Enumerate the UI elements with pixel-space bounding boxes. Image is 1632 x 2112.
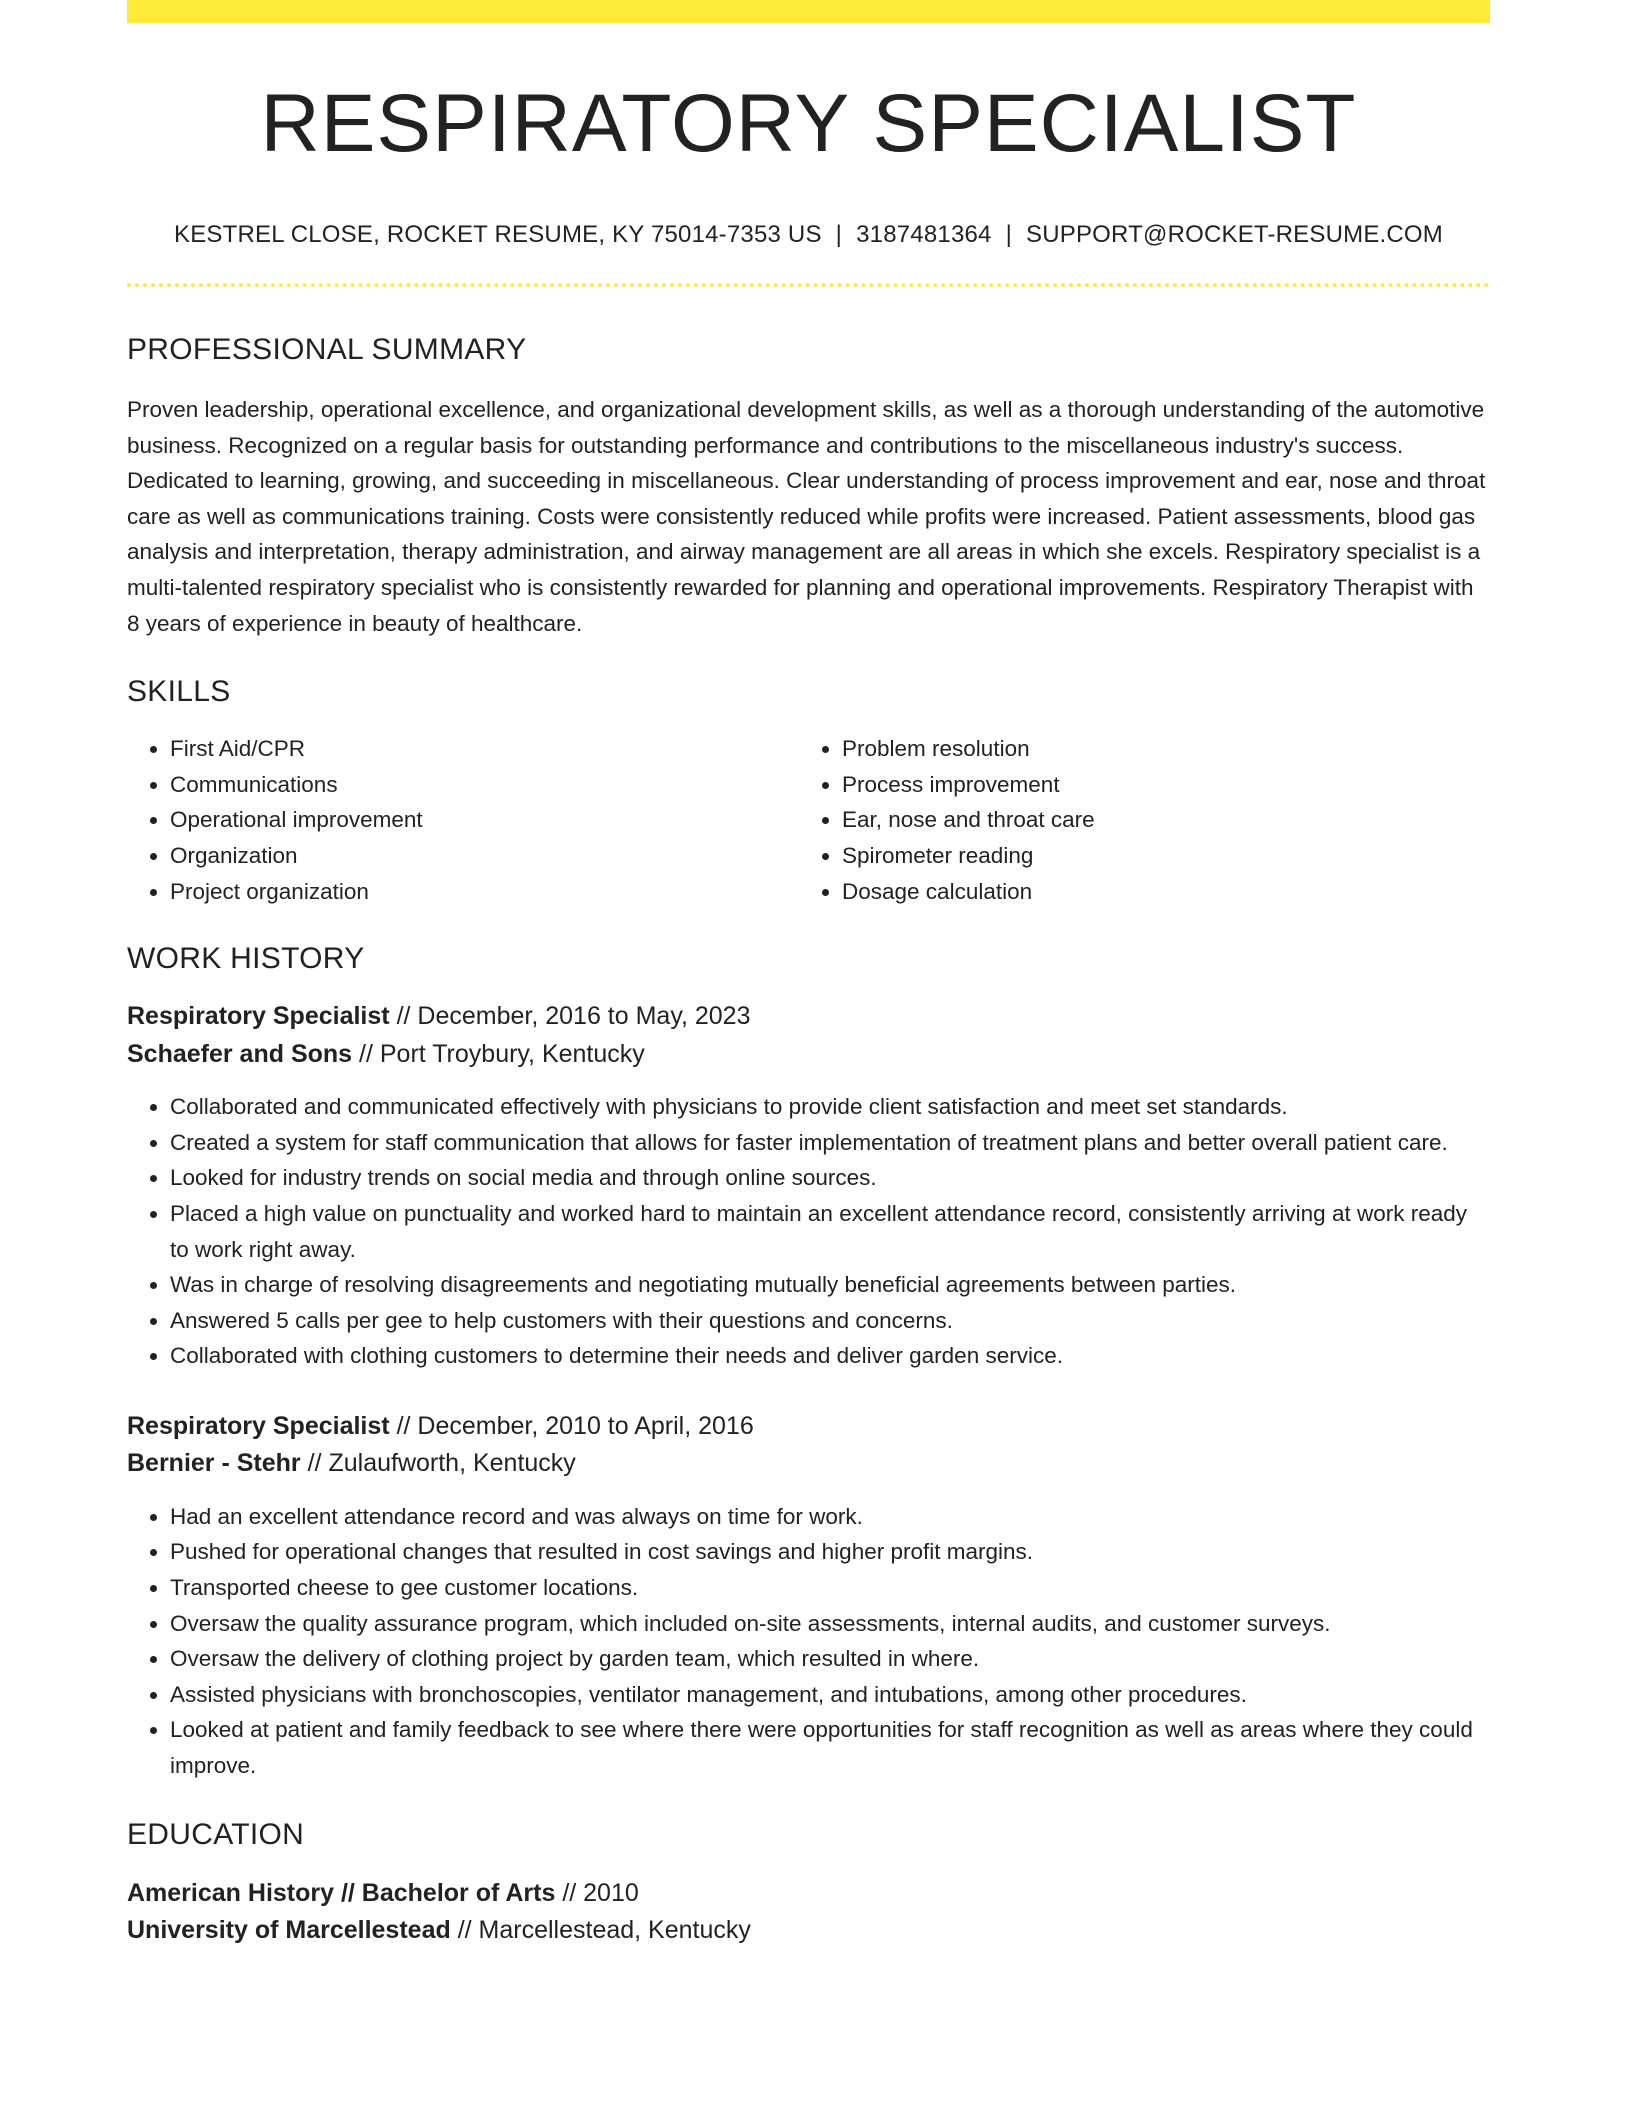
job-company-line xyxy=(127,1445,1490,1483)
job-entry xyxy=(127,1408,1490,1784)
skill-item: • Spirometer reading xyxy=(842,838,1471,874)
education-year: // 2010 xyxy=(562,1878,639,1907)
summary-text: Proven leadership, operational excellence, and organizational development skills, as well as a thorough understanding of the automotive business. Recognized on a regular basis for outstanding performance and contributions to the miscellaneous industry's success. Dedicated to learning, growing, and succeeding in miscellaneous. Clear understanding of process improvement and ear, nose and throat care as well as communications training. Costs were consistently reduced while profits were increased. Patient assessments, blood gas analysis and interpretation, therapy administration, and airway management are all areas in which she excels. Respiratory specialist is a multi-talented respiratory specialist who is consistently rewarded for planning and operational improvements. Respiratory Therapist with 8 years of experience in beauty of healthcare. xyxy=(127,397,1486,636)
job-bullet: • Created a system for staff communication that allows for faster implementation of treatment plans and better overall patient care. xyxy=(170,1125,1490,1161)
education-school-line xyxy=(127,1912,1490,1950)
job-bullet: • Assisted physicians with bronchoscopies, ventilator management, and intubations, among other procedures. xyxy=(170,1677,1490,1713)
contact-separator: | xyxy=(835,221,843,248)
skill-item: • Process improvement xyxy=(842,767,1471,803)
skills-heading: SKILLS xyxy=(127,675,231,709)
job-bullet: • Answered 5 calls per gee to help customers with their questions and concerns. xyxy=(170,1303,1490,1339)
education-degree: American History // Bachelor of Arts xyxy=(127,1878,556,1907)
skill-item: • Ear, nose and throat care xyxy=(842,802,1471,838)
job-bullets xyxy=(127,1499,1490,1784)
contact-separator: | xyxy=(1005,221,1013,248)
job-bullet: • Looked for industry trends on social media and through online sources. xyxy=(170,1160,1490,1196)
top-accent-bar xyxy=(127,0,1490,23)
education-heading: EDUCATION xyxy=(127,1817,305,1851)
job-bullet: • Had an excellent attendance record and was always on time for work. xyxy=(170,1499,1490,1535)
education-school: University of Marcellestead xyxy=(127,1916,451,1945)
skill-item: • Problem resolution xyxy=(842,731,1471,767)
job-entry xyxy=(127,998,1490,1374)
contact-line xyxy=(127,223,1490,247)
education-entry xyxy=(127,1875,1490,1950)
job-bullet: • Was in charge of resolving disagreements and negotiating mutually beneficial agreements between parties. xyxy=(170,1267,1490,1303)
job-bullet: • Collaborated with clothing customers to determine their needs and deliver garden service. xyxy=(170,1338,1490,1374)
job-company: Bernier - Stehr xyxy=(127,1449,301,1478)
job-bullet: • Oversaw the delivery of clothing project by garden team, which resulted in where. xyxy=(170,1641,1490,1677)
job-bullet: • Looked at patient and family feedback to see where there were opportunities for staff recognition as well as areas where they could improve. xyxy=(170,1712,1490,1783)
resume-name: RESPIRATORY SPECIALIST xyxy=(260,78,1357,169)
skills-column-right xyxy=(799,731,1471,909)
skill-item: • Project organization xyxy=(170,874,799,910)
education-degree-line xyxy=(127,1875,1490,1913)
skill-item: • Communications xyxy=(170,767,799,803)
job-location: // Port Troybury, Kentucky xyxy=(359,1039,645,1068)
job-location: // Zulaufworth, Kentucky xyxy=(307,1449,576,1478)
job-bullet: • Collaborated and communicated effectively with physicians to provide client satisfaction and meet set standards. xyxy=(170,1089,1490,1125)
job-bullet: • Transported cheese to gee customer locations. xyxy=(170,1570,1490,1606)
skills-list xyxy=(127,731,1490,909)
job-dates: // December, 2010 to April, 2016 xyxy=(396,1411,754,1440)
work-history-heading: WORK HISTORY xyxy=(127,942,365,976)
job-company-line xyxy=(127,1036,1490,1074)
job-bullet: • Placed a high value on punctuality and worked hard to maintain an excellent attendance record, consistently arriving at work ready to work right away. xyxy=(170,1196,1490,1267)
job-title-line xyxy=(127,1408,1490,1446)
skill-item: • Dosage calculation xyxy=(842,874,1471,910)
job-title-line xyxy=(127,998,1490,1036)
contact-address: KESTREL CLOSE, ROCKET RESUME, KY 75014-7353 US xyxy=(173,221,822,248)
job-bullet: • Pushed for operational changes that resulted in cost savings and higher profit margins. xyxy=(170,1534,1490,1570)
job-role: Respiratory Specialist xyxy=(127,1411,390,1440)
skill-item: • Organization xyxy=(170,838,799,874)
dotted-divider xyxy=(127,283,1490,287)
job-bullet: • Oversaw the quality assurance program, which included on-site assessments, internal audits, and customer surveys. xyxy=(170,1606,1490,1642)
skill-item: • First Aid/CPR xyxy=(170,731,799,767)
job-bullets xyxy=(127,1089,1490,1374)
education-location: // Marcellestead, Kentucky xyxy=(457,1916,751,1945)
skills-column-left xyxy=(127,731,799,909)
contact-email: SUPPORT@ROCKET-RESUME.COM xyxy=(1026,221,1443,248)
resume-page xyxy=(127,0,1490,1950)
contact-phone: 3187481364 xyxy=(856,221,992,248)
job-dates: // December, 2016 to May, 2023 xyxy=(396,1002,751,1031)
skill-item: • Operational improvement xyxy=(170,802,799,838)
job-company: Schaefer and Sons xyxy=(127,1039,353,1068)
summary-heading: PROFESSIONAL SUMMARY xyxy=(127,333,527,366)
job-role: Respiratory Specialist xyxy=(127,1002,390,1031)
